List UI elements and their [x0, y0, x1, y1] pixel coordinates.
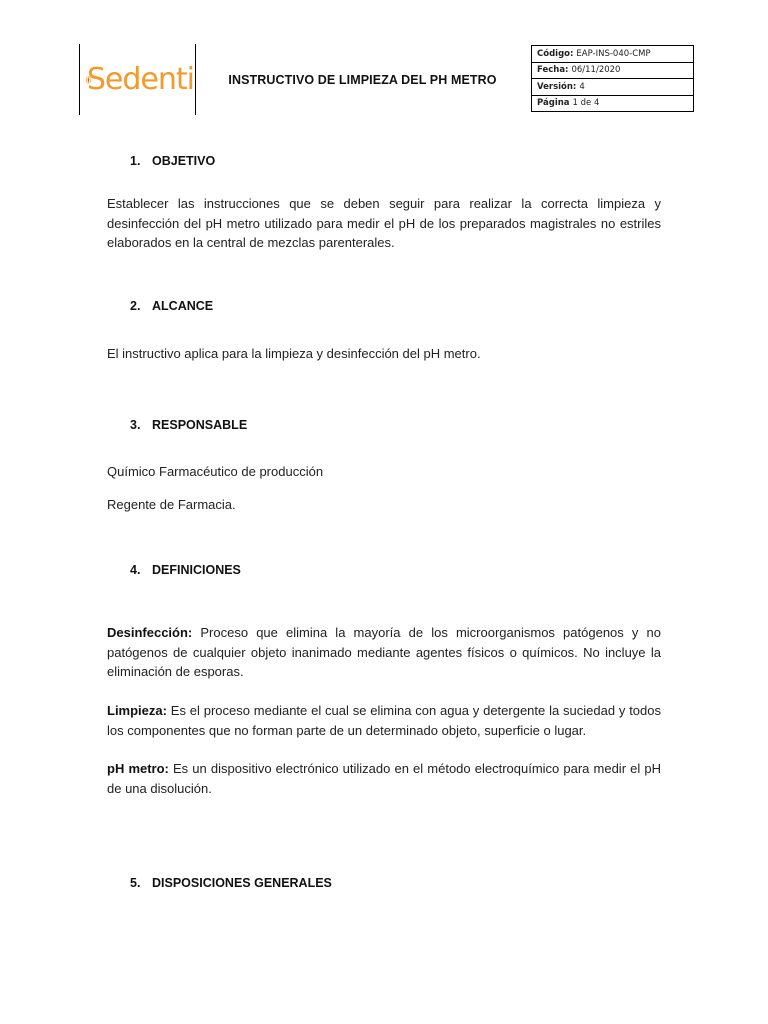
- section-title: DISPOSICIONES GENERALES: [152, 876, 332, 890]
- fecha-value: 06/11/2020: [571, 65, 621, 76]
- definition-term: Limpieza:: [107, 703, 167, 718]
- objetivo-paragraph: Establecer las instrucciones que se deben seguir para realizar la correcta limpieza y desinfección del pH metro utilizado para medir el pH de los preparados magistrales no estriles elaborados en la central de mezclas parenterales.: [107, 196, 661, 250]
- fecha-label: Fecha:: [537, 65, 569, 76]
- definition-text: Es un dispositivo electrónico utilizado en el método electroquímico para medir el pH de una disolución.: [107, 761, 661, 796]
- definition-text: Proceso que elimina la mayoría de los microorganismos patógenos y no patógenos de cualquier objeto inanimado mediante agentes físicos o químicos. No incluye la eliminación de esporas.: [107, 625, 661, 679]
- definition-limpieza: [107, 701, 661, 740]
- section-heading-definiciones: [130, 563, 241, 577]
- section-title: RESPONSABLE: [152, 418, 248, 432]
- codigo-label: Código:: [537, 48, 574, 59]
- section-heading-objetivo: [130, 154, 215, 168]
- responsable-line-1: Químico Farmacéutico de producción: [107, 464, 324, 479]
- codigo-value: EAP-INS-040-CMP: [576, 48, 651, 59]
- section-heading-responsable: [130, 418, 247, 432]
- definition-ph-metro: [107, 759, 661, 798]
- codigo-row: [531, 45, 694, 63]
- version-value: 4: [579, 81, 585, 92]
- definition-desinfeccion: [107, 623, 661, 682]
- section-heading-alcance: [130, 299, 213, 313]
- section-title: ALCANCE: [152, 299, 214, 313]
- version-label: Versión:: [537, 81, 577, 92]
- pagina-label: Página: [537, 98, 570, 109]
- section-title: OBJETIVO: [152, 154, 216, 168]
- version-row: [531, 78, 694, 96]
- section-heading-disposiciones: [130, 876, 332, 890]
- section-number: 4.: [130, 563, 141, 577]
- document-title: INSTRUCTIVO DE LIMPIEZA DEL PH METRO: [228, 72, 497, 87]
- definition-term: Desinfección:: [107, 625, 193, 640]
- section-number: 1.: [130, 154, 141, 168]
- pagina-value: 1 de 4: [572, 98, 600, 109]
- sedenti-logo: [86, 50, 194, 110]
- definition-text: Es el proceso mediante el cual se elimina con agua y detergente la suciedad y todos los componentes que no forman parte de un determinado objeto, superficie o lugar.: [107, 703, 661, 738]
- pagina-row: [531, 95, 694, 113]
- logo-cell: [79, 44, 196, 115]
- definition-term: pH metro:: [107, 761, 169, 776]
- section-title: DEFINICIONES: [152, 563, 241, 577]
- document-info-table: [531, 45, 694, 112]
- section-number: 2.: [130, 299, 141, 313]
- alcance-paragraph: El instructivo aplica para la limpieza y desinfección del pH metro.: [107, 346, 481, 361]
- section-number: 3.: [130, 418, 141, 432]
- document-header: [79, 44, 695, 115]
- section-number: 5.: [130, 876, 141, 890]
- logo-text: Sedenti: [86, 62, 194, 97]
- responsable-line-2: Regente de Farmacia.: [107, 497, 236, 512]
- title-cell: [195, 44, 530, 115]
- fecha-row: [531, 62, 694, 80]
